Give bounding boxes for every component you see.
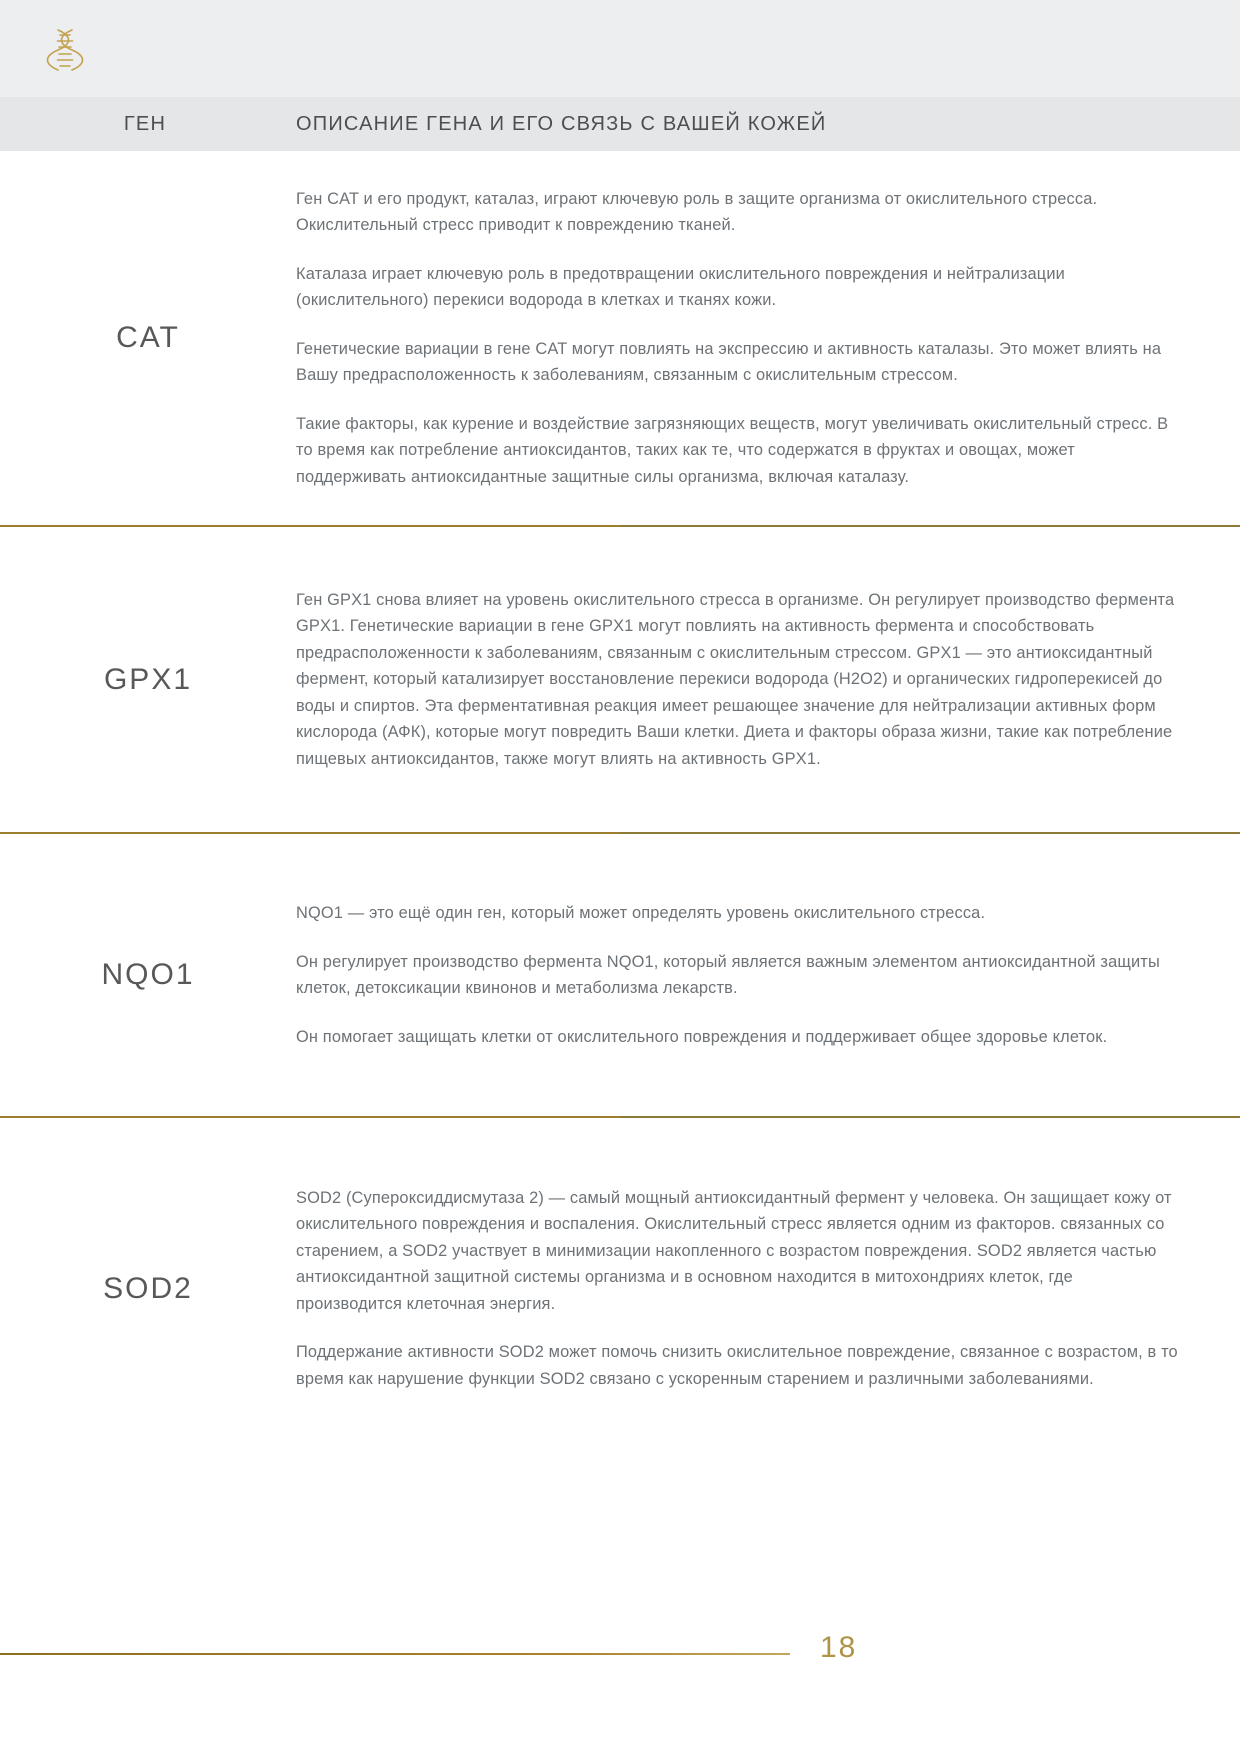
paragraph: Ген CAT и его продукт, каталаз, играют ключевую роль в защите организма от окислительного стресса. Окислительный стресс приводит к повреждению тканей. <box>296 189 1098 235</box>
paragraph: Он регулирует производство фермента NQO1, который является важным элементом антиоксидантной защиты клеток, детоксикации квинонов и метаболизма лекарств. <box>296 952 1160 997</box>
gene-description <box>296 900 1240 1050</box>
paragraph: Ген GPX1 снова влияет на уровень окислительного стресса в организме. Он регулирует производство фермента GPX1. Генетические вариации в гене GPX1 могут повлиять на активность фермента и способствовать предрасположенности к заболеваниям, связанным с окислительным стрессом. GPX1 — это антиоксидантный фермент, который катализирует восстановление перекиси водорода (H2O2) и органических гидроперекисей до воды и спиртов. Эта ферментативная реакция имеет решающее значение для нейтрализации активных форм кислорода (АФК), которые могут повредить Ваши клетки. Диета и факторы образа жизни, такие как потребление пищевых антиоксидантов, также могут влиять на активность GPX1. <box>296 590 1175 768</box>
paragraph: NQO1 — это ещё один ген, который может определять уровень окислительного стресса. <box>296 904 986 922</box>
gene-name: NQO1 <box>101 958 195 991</box>
page-top-band <box>0 0 1240 97</box>
footer-rule <box>0 1653 790 1655</box>
table-row <box>0 151 1240 525</box>
paragraph: Генетические вариации в гене CAT могут повлиять на экспрессию и активность каталазы. Это может влиять на Вашу предрасположенность к заболеваниям, связанным с окислительным стрессом. <box>296 339 1162 385</box>
table-row <box>0 527 1240 832</box>
gene-description <box>296 1185 1240 1393</box>
gene-table-body <box>0 151 1240 1459</box>
column-header-gene: ГЕН <box>123 113 167 135</box>
column-header-description: ОПИСАНИЕ ГЕНА И ЕГО СВЯЗЬ С ВАШЕЙ КОЖЕЙ <box>296 113 827 135</box>
gene-description <box>296 186 1240 491</box>
table-row <box>0 834 1240 1116</box>
gene-name: SOD2 <box>103 1271 193 1305</box>
table-header <box>0 97 1240 151</box>
dna-helix-icon <box>38 24 94 80</box>
paragraph: Каталаза играет ключевую роль в предотвращении окислительного повреждения и нейтрализации (окислительного) перекиси водорода в клетках и тканях кожи. <box>296 264 1065 310</box>
paragraph: Поддержание активности SOD2 может помочь снизить окислительное повреждение, связанное с возрастом, в то время как нарушение функции SOD2 связано с ускоренным старением и различными заболеваниями. <box>296 1343 1178 1388</box>
page-footer <box>0 1578 1240 1754</box>
table-row <box>0 1118 1240 1459</box>
gene-description <box>296 587 1240 773</box>
page-number: 18 <box>820 1631 858 1664</box>
paragraph: Он помогает защищать клетки от окислительного повреждения и поддерживает общее здоровье клеток. <box>296 1027 1108 1046</box>
paragraph: SOD2 (Супероксиддисмутаза 2) — самый мощный антиоксидантный фермент у человека. Он защищает кожу от окислительного повреждения и воспаления. Окислительный стресс является одним из факторов. связанных со старением, а SOD2 участвует в минимизации накопленного с возрастом повреждения. SOD2 является частью антиоксидантной защитной системы организма и в основном находится в митохондриях клеток, где производится клеточная энергия. <box>296 1188 1172 1313</box>
gene-name: CAT <box>116 321 180 354</box>
gene-name: GPX1 <box>103 662 193 696</box>
paragraph: Такие факторы, как курение и воздействие загрязняющих веществ, могут увеличивать окислительный стресс. В то время как потребление антиоксидантов, таких как те, что содержатся в фруктах и овощах, может поддерживать антиоксидантные защитные силы организма, включая каталазу. <box>296 414 1169 486</box>
